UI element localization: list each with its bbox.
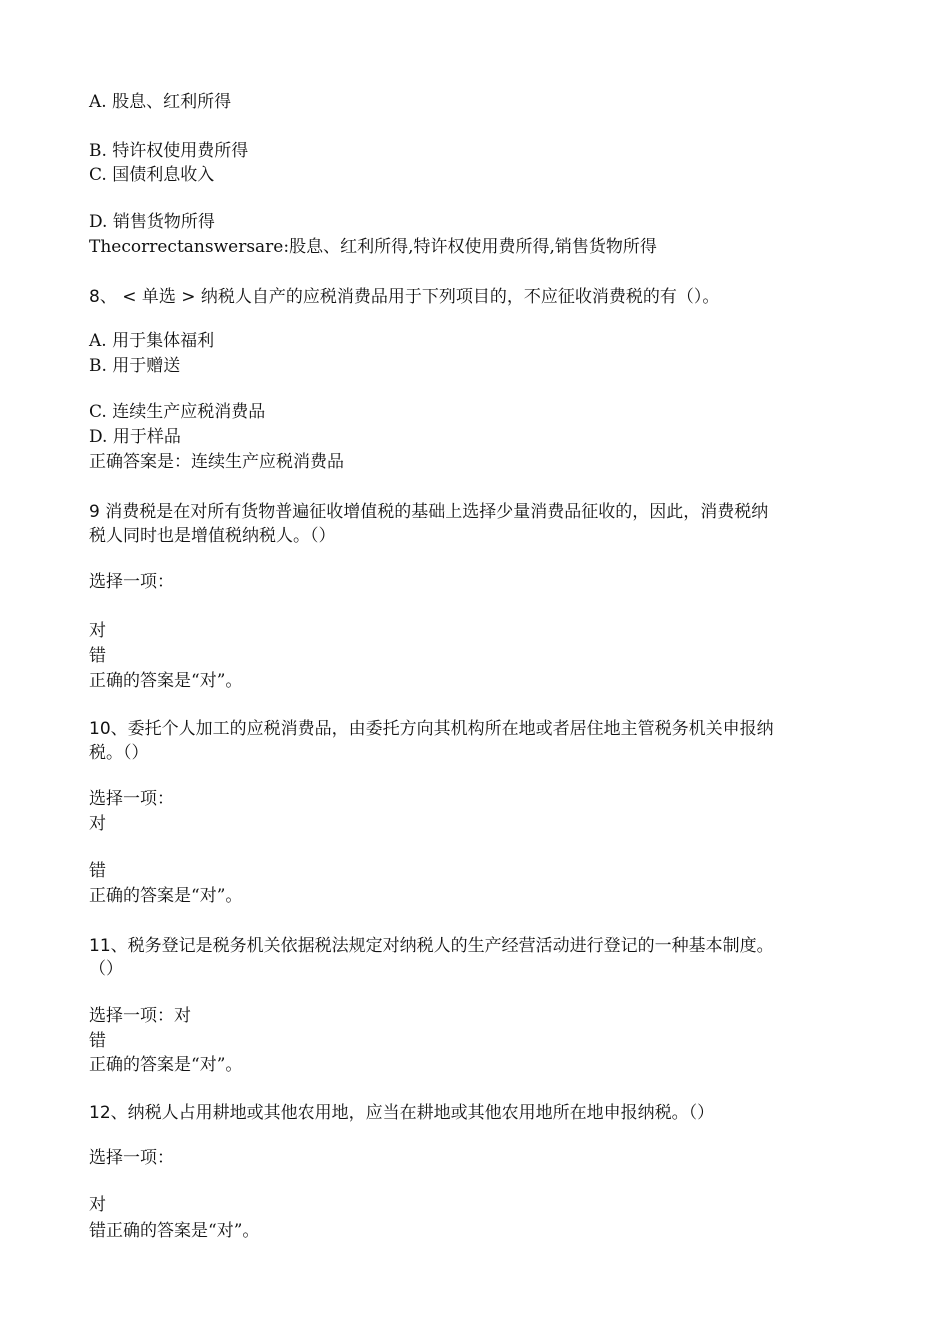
question-11-line-2: （）: [89, 959, 123, 979]
question-10-line-1: 10、委托个人加工的应税消费品，由委托方向其机构所在地或者居住地主管税务机关申报纳: [89, 719, 774, 739]
option-d: D. 销售货物所得: [89, 212, 215, 232]
q9-option-false: 错: [89, 646, 106, 666]
q8-answer: 正确答案是：连续生产应税消费品: [89, 452, 344, 472]
option-b: B. 特许权使用费所得: [89, 141, 249, 161]
question-10-line-2: 税。（）: [89, 743, 149, 763]
q12-answer: 错正确的答案是“对”。: [89, 1221, 260, 1241]
q10-answer: 正确的答案是“对”。: [89, 886, 243, 906]
question-11-line-1: 11、税务登记是税务机关依据税法规定对纳税人的生产经营活动进行登记的一种基本制度。: [89, 936, 774, 956]
option-a: A. 股息、红利所得: [89, 92, 232, 112]
q10-choose-label: 选择一项：: [89, 789, 174, 809]
q11-answer: 正确的答案是“对”。: [89, 1055, 243, 1075]
q12-choose-label: 选择一项：: [89, 1148, 174, 1168]
question-12: 12、纳税人占用耕地或其他农用地，应当在耕地或其他农用地所在地申报纳税。（）: [89, 1103, 715, 1123]
q10-option-false: 错: [89, 861, 106, 881]
q9-option-true: 对: [89, 621, 106, 641]
q11-option-false: 错: [89, 1031, 106, 1051]
q11-choose-label: 选择一项：对: [89, 1006, 191, 1026]
q8-option-d: D. 用于样品: [89, 427, 181, 447]
answer-line: Thecorrectanswersare:股息、红利所得,特许权使用费所得,销售货物所得: [89, 237, 657, 257]
q8-option-c: C. 连续生产应税消费品: [89, 402, 266, 422]
q8-option-b: B. 用于赠送: [89, 356, 181, 376]
q9-answer: 正确的答案是“对”。: [89, 671, 243, 691]
question-8: 8、 < 单选 > 纳税人自产的应税消费品用于下列项目的，不应征收消费税的有（）。: [89, 287, 720, 307]
question-9-line-2: 税人同时也是增值税纳税人。（）: [89, 526, 336, 546]
q12-option-true: 对: [89, 1195, 106, 1215]
question-9-line-1: 9 消费税是在对所有货物普遍征收增值税的基础上选择少量消费品征收的，因此，消费税纳: [89, 502, 769, 522]
q10-option-true: 对: [89, 814, 106, 834]
q8-option-a: A. 用于集体福利: [89, 331, 215, 351]
option-c: C. 国债利息收入: [89, 165, 215, 185]
q9-choose-label: 选择一项：: [89, 572, 174, 592]
